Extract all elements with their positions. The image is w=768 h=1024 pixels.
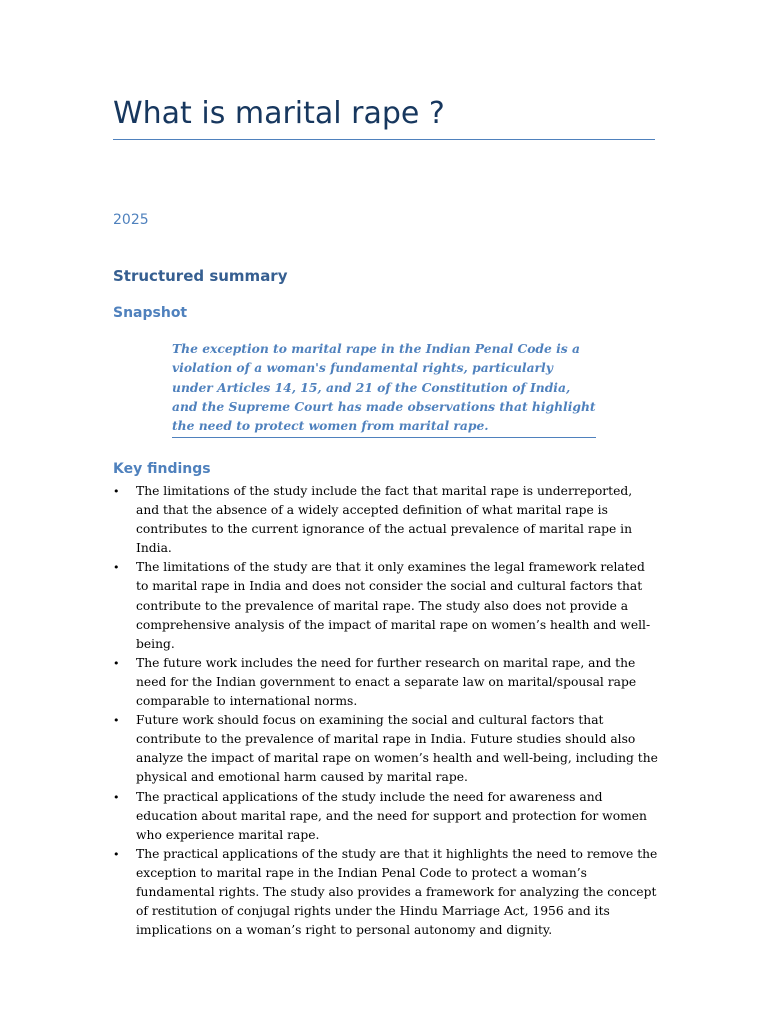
bullet-icon: • (113, 847, 120, 861)
bullet-icon: • (113, 656, 120, 670)
summary-heading: Structured summary (113, 267, 288, 285)
finding-text: The limitations of the study are that it only examines the legal framework related to marital rape in India and does not consider the social and cultural factors that contribute to the prevalence of marital rape. The study also does not provide a comprehensive analysis of the impact of marital rape on women’s health and well-being. (136, 560, 651, 651)
findings-list (113, 482, 658, 940)
snapshot-heading: Snapshot (113, 305, 188, 321)
finding-item (113, 711, 658, 787)
bullet-icon: • (113, 561, 120, 575)
finding-item (113, 788, 658, 845)
finding-text: The limitations of the study include the fact that marital rape is underreported, and that the absence of a widely accepted definition of what marital rape is contributes to the current ignorance of the actual prevalence of marital rape in India. (136, 484, 633, 556)
finding-text: The practical applications of the study include the need for awareness and education about marital rape, and the need for support and protection for women who experience marital rape. (136, 789, 647, 842)
bullet-icon: • (113, 485, 120, 498)
finding-item (113, 482, 658, 558)
quote-divider (172, 437, 596, 438)
document-title: What is marital rape ? (113, 96, 445, 131)
snapshot-quote: The exception to marital rape in the Indian Penal Code is a violation of a woman's fundamental rights, particularly under Articles 14, 15, and 21 of the Constitution of India, and the Supreme Court has made observations that highlight the need to protect women from marital rape. (172, 341, 596, 434)
finding-text: The practical applications of the study are that it highlights the need to remove the exception to marital rape in the Indian Penal Code to protect a woman’s fundamental rights. The study also provides a framework for analyzing the concept of restitution of conjugal rights under the Hindu Marriage Act, 1956 and its implications on a woman’s right to personal autonomy and dignity. (136, 846, 658, 938)
bullet-icon: • (113, 714, 120, 728)
finding-text: The future work includes the need for further research on marital rape, and the need for the Indian government to enact a separate law on marital/spousal rape comparable to international norms. (136, 655, 637, 709)
findings-heading: Key findings (113, 461, 211, 477)
finding-text: Future work should focus on examining the social and cultural factors that contribute to the prevalence of marital rape in India. Future studies should also analyze the impact of marital rape on women’s health and well-being, including the physical and emotional harm caused by marital rape. (136, 713, 658, 785)
title-divider (113, 139, 655, 140)
finding-item (113, 845, 658, 940)
finding-item (113, 558, 658, 653)
bullet-icon: • (113, 790, 120, 804)
finding-item (113, 654, 658, 711)
publication-year: 2025 (113, 212, 149, 228)
